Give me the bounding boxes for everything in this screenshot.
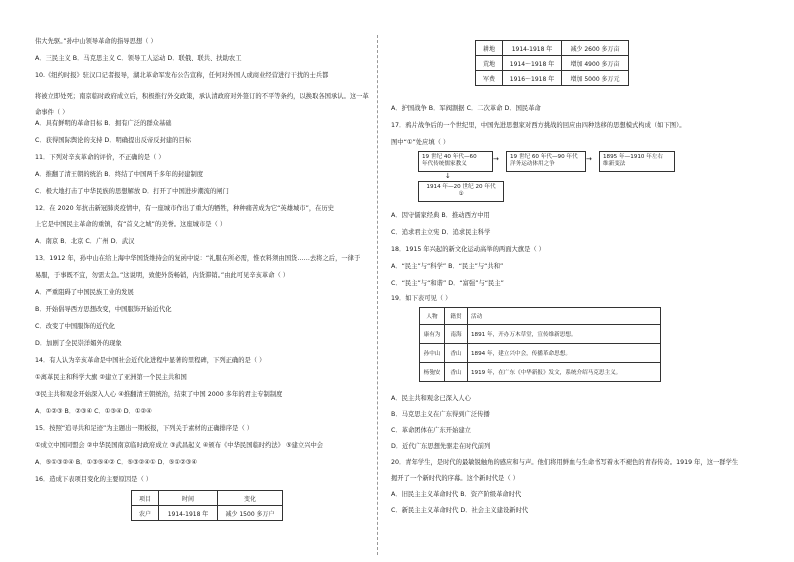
table-cell: 杨匏安: [420, 363, 445, 382]
question-13-option-a: A．严重阻碍了中国民族工业的发展: [35, 289, 134, 296]
table-cell: 南海: [445, 325, 468, 344]
table-cell: 孙中山: [420, 344, 445, 363]
question-19-option-c: C．革命团体在广东开始建立: [391, 427, 471, 434]
table-cell: 1891 年，开办万木草堂，宣传维新思想。: [468, 325, 661, 344]
table-cell: 增加 5000 多万元: [562, 71, 629, 86]
flow-box-2: 19 世纪 60 年代—90 年代 洋务运动体用之争: [506, 151, 586, 172]
question-14-options: A．①②③ B．②③④ C．①③④ D．①②④: [35, 408, 152, 415]
question-10-options-cd: C．获得国际舆论的支持 D．明确提出反帝反封建的目标: [35, 137, 192, 144]
table-cell: 1914-1918 年: [159, 506, 218, 521]
question-12-options: A．南京 B．北京 C．广州 D．武汉: [35, 238, 135, 245]
table-row: [420, 325, 661, 344]
table-header-cell: 籍贯: [445, 308, 468, 325]
table-cell: 1894 年，建立兴中会，传播革命思想。: [468, 344, 661, 363]
table-cell: 农户: [132, 506, 159, 521]
question-9-options: A．三民主义 B．马克思主义 C．领导工人运动 D．联俄、联共、扶助农工: [35, 55, 242, 62]
flow-arrow-icon: →: [586, 155, 592, 163]
question-14-items-34: ③民主共和观念开始深入人心 ④推翻清王朝统治，结束了中国 2000 多年的君主专制制度: [35, 391, 283, 398]
table-header-cell: 项目: [132, 491, 159, 506]
question-15-options: A．⑤①③②④ B．①③⑤④② C．⑤③②④① D．⑤①②③④: [35, 459, 197, 466]
question-14-stem: 14．有人认为辛亥革命是中国社会近代化进程中显著的里程碑，下列正确的是（ ）: [35, 357, 266, 364]
question-19-table: [419, 307, 661, 382]
question-13-option-d: D．加剧了全民崇洋媚外的现象: [35, 340, 122, 347]
question-9-stem: 伟大先驱。”孙中山领导革命的指导思想（ ）: [35, 38, 157, 45]
question-16-options: A．护国战争 B．军阀割据 C．二次革命 D．国民革命: [391, 105, 541, 112]
question-17-options-ab: A．因守儒家经典 B．推动西方中用: [391, 212, 490, 219]
question-12-stem-cont: 上它是中国民主革命的重镇，有“首义之城”的美誉。这座城市是（ ）: [35, 221, 227, 228]
table-cell: 荒地: [476, 56, 503, 71]
question-18-options-ab: A．“民主”与“科学” B．“民主”与“共和”: [391, 263, 504, 270]
flow-arrow-down-icon: ↓: [445, 172, 451, 180]
question-19-stem: 19．如下表可见（ ）: [391, 295, 452, 302]
table-cell: 香山: [445, 344, 468, 363]
question-20-stem: 20．青年学生，是时代的最敏锐触角的感应和与声。他们将用鲜血与生命书写着永不褪色的青春传奇。1919 年，这一群学生: [391, 459, 739, 466]
table-cell: 军费: [476, 71, 503, 86]
question-13-option-b: B．开始倡导西方思想改变，中国服饰开始近代化: [35, 306, 172, 313]
flow-box-3: 1895 年—1910 年左右 维新变法: [599, 151, 675, 172]
question-20-options-ab: A．旧民主主义革命时代 B．资产阶级革命时代: [391, 491, 522, 498]
question-19-option-a: A．民主共和观念已深入人心: [391, 395, 471, 402]
table-row: [476, 56, 629, 71]
question-13-stem: 13．1912 年，孙中山在给上海中华国货维持会的复函中说：“礼服在所必需，惟衣料须由国货……去将之后，一律于: [35, 255, 361, 262]
question-10-stem: 10.《纽约时报》驻汉口记者报导，湖北革命军发布公告宣称，任何对外国人或商业经营进行干扰的士兵都: [35, 72, 329, 79]
question-11-options-ab: A．推翻了清王朝的统治 B．终结了中国两千多年的封建制度: [35, 171, 204, 178]
question-20-stem-cont: 揭开了一个新时代的序幕。这个新时代是（ ）: [391, 475, 519, 482]
question-18-stem: 18．1915 年兴起的新文化运动高举的两面大旗是（ ）: [391, 246, 545, 253]
right-column: [383, 0, 794, 562]
question-20-options-cd: C．新民主主义革命时代 D．社会主义建设新时代: [391, 507, 529, 514]
table-row: [476, 41, 629, 56]
question-17-stem: 17．鸦片战争后的一个世纪里，中国先进思想家对西方挑战的回应由四种迭移的思想模式构成（如下图）。: [391, 122, 686, 129]
question-10-options-ab: A．具有鲜明的革命目标 B．拥有广泛的群众基础: [35, 120, 172, 127]
table-cell: 耕地: [476, 41, 503, 56]
question-11-stem: 11．下列对辛亥革命的评价，不正确的是（ ）: [35, 154, 165, 161]
question-16-table-part1: [131, 490, 283, 521]
question-16-stem: 16．造成下表项目变化的主要原因是（ ）: [35, 476, 153, 483]
flow-arrow-icon: →: [493, 155, 499, 163]
table-header-cell: 变化: [218, 491, 283, 506]
left-column: [0, 0, 373, 562]
table-cell: 减少 1500 多万户: [218, 506, 283, 521]
table-cell: 1914-1918 年: [503, 41, 562, 56]
question-12-stem: 12．在 2020 年抗击新冠肺炎疫情中，有一座城市作出了重大的牺牲，种种痛苦成为它“英雄城市”，在历史: [35, 205, 335, 212]
table-header-row: [420, 308, 661, 325]
question-14-items-12: ①离革民主和科学大旗 ②建立了亚洲第一个民主共和国: [35, 374, 187, 381]
table-row: [476, 71, 629, 86]
table-cell: 减少 2600 多万亩: [562, 41, 629, 56]
question-17-options-cd: C．追求君主立宪 D．追求民主科学: [391, 229, 491, 236]
question-10-stem-cont: 将被立即处死；南京临时政府成立后，积极推行外交政策，承认清政府对外签订的不平等条约，以换取各国承认。这一革命事件（ ）: [35, 93, 369, 116]
question-18-options-cd: C．“民主”与“和谐” D．“富强”与“民主”: [391, 280, 504, 287]
question-13-stem-cont: 易服，于事既不宜，勿需太急。”这说明，致使外货畅销，内货滞销。”由此可见辛亥革命（ ）: [35, 272, 290, 279]
question-13-option-c: C．改变了中国服饰的近代化: [35, 323, 115, 330]
question-19-option-d: D．近代广东思想先驱走在时代前列: [391, 443, 491, 450]
table-row: [420, 363, 661, 382]
question-11-options-cd: C．极大地打击了中华民族的思想解放 D．打开了中国进步潮流的闸门: [35, 188, 229, 195]
table-header-row: [132, 491, 283, 506]
question-15-items: ①成立中国同盟会 ②中华民国南京临时政府成立 ③武昌起义 ④颁布《中华民国临时约法》 ⑤建立兴中会: [35, 442, 324, 449]
table-cell: 康有为: [420, 325, 445, 344]
column-divider: [377, 35, 378, 555]
question-15-stem: 15．按照“追寻共和足迹”为主题出一期板报，下列关于素材的正确排序是（ ）: [35, 425, 254, 432]
table-cell: 1914～1918 年: [503, 56, 562, 71]
question-19-option-b: B．马克思主义在广东得到广泛传播: [391, 411, 490, 418]
table-cell: 香山: [445, 363, 468, 382]
table-cell: 1916～1918 年: [503, 71, 562, 86]
question-17-stem-cont: 图中“①”处应填（ ）: [391, 139, 450, 146]
flow-box-4: 1914 年—20 世纪 20 年代 ①: [418, 181, 504, 202]
table-cell: 增加 4900 多万亩: [562, 56, 629, 71]
table-header-cell: 人物: [420, 308, 445, 325]
question-16-table-part2: [475, 40, 629, 86]
flow-box-1: 19 世纪 40 年代—60 年代传统儒家教义: [418, 151, 493, 172]
table-header-cell: 时间: [159, 491, 218, 506]
table-row: [132, 506, 283, 521]
table-header-cell: 活动: [468, 308, 661, 325]
table-cell: 1919 年，在广东《中华新报》发文，系统介绍马克思主义。: [468, 363, 661, 382]
table-row: [420, 344, 661, 363]
